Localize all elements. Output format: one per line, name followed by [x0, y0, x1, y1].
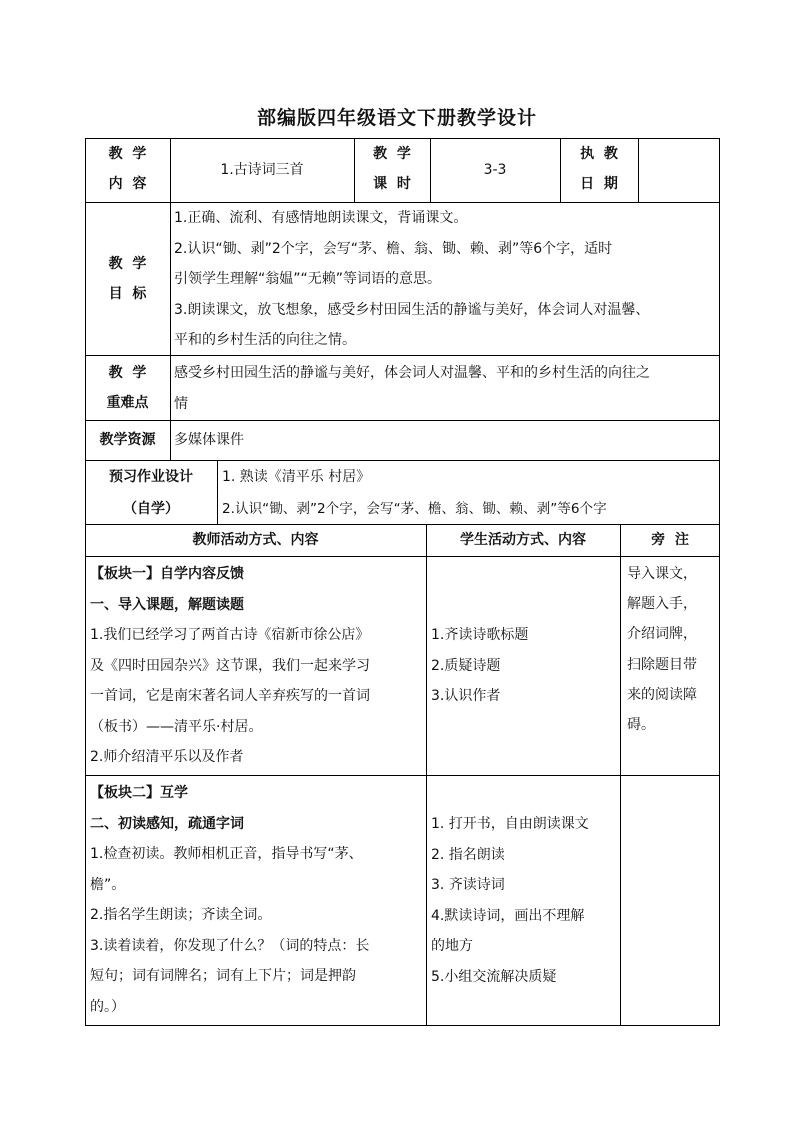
hours-value: 3-3 — [483, 162, 507, 178]
block2-teacher-line: 3.读着读着，你发现了什么？（词的特点：长 — [90, 937, 370, 954]
block2-student-line: 的地方 — [431, 938, 473, 954]
difficulty-line: 感受乡村田园生活的静谧与美好，体会词人对温馨、平和的乡村生活的向往之 — [174, 365, 650, 381]
block2-teacher — [90, 778, 424, 1022]
block1-teacher-line: 1.我们已经学习了两首古诗《宿新市徐公店》 — [90, 627, 370, 643]
block1-teacher-line: 及《四时田园杂兴》这节课，我们一起来学习 — [90, 657, 370, 674]
note-line: 碍。 — [627, 717, 655, 734]
goals-label: 教 学 目 标 — [108, 256, 147, 302]
block2-subheading: 二、初读感知，疏通字词 — [90, 815, 244, 832]
block1-teacher — [90, 559, 424, 773]
block2-student — [431, 809, 619, 992]
block1-teacher-line: （板书）——清平乐·村居。 — [90, 718, 263, 735]
block1-subheading: 一、导入课题，解题读题 — [90, 596, 244, 613]
resources-value: 多媒体课件 — [174, 432, 244, 448]
block1-teacher-line: 一首词，它是南宋著名词人辛弃疾写的一首词 — [90, 688, 370, 704]
goals-line: 1.正确、流利、有感情地朗读课文，背诵课文。 — [174, 210, 468, 226]
page-title: 部编版四年级语文下册教学设计 — [256, 107, 537, 129]
note-line: 来的阅读障 — [627, 686, 697, 703]
teacher-column-header: 教师活动方式、内容 — [192, 532, 319, 548]
block2-teacher-line: 1.检查初读。教师相机正音，指导书写“茅、 — [90, 846, 363, 862]
preview-label: 预习作业设计 （自学） — [109, 469, 193, 517]
content-label: 教 学 内 容 — [108, 146, 147, 192]
goals-line: 3.朗读课文，放飞想象，感受乡村田园生活的静谧与美好，体会词人对温馨、 — [174, 301, 650, 318]
content-value: 1.古诗词三首 — [220, 162, 304, 178]
block2-heading: 【板块二】互学 — [90, 785, 188, 801]
student-column-header: 学生活动方式、内容 — [460, 532, 586, 548]
date-label: 执 教 日 期 — [580, 146, 618, 192]
difficulty-text — [174, 358, 719, 419]
note-line: 介绍词牌， — [627, 626, 697, 643]
goals-line: 引领学生理解“翁媪”“无赖”等词语的意思。 — [174, 271, 442, 287]
block2-teacher-line: 短句；词有词牌名；词有上下片；词是押韵 — [90, 968, 356, 984]
block2-teacher-line: 2.指名学生朗读；齐读全词。 — [90, 907, 272, 923]
block1-student-line: 1.齐读诗歌标题 — [431, 627, 529, 643]
block1-student — [431, 620, 619, 712]
note-line: 解题入手， — [627, 596, 697, 613]
preview-line-1: 1. 熟读《清平乐 村居》 — [222, 469, 371, 485]
block1-notes — [627, 559, 719, 740]
block2-student-line: 3. 齐读诗词 — [431, 877, 505, 893]
block2-teacher-line: 的。） — [90, 998, 125, 1015]
goals-line: 2.认识“锄、剥”2个字，会写“茅、檐、翁、锄、赖、剥”等6个字，适时 — [174, 240, 613, 257]
block2-student-line: 5.小组交流解决质疑 — [431, 968, 557, 985]
notes-column-header: 旁 注 — [651, 532, 689, 548]
block1-student-line: 3.认识作者 — [431, 688, 501, 704]
block2-student-line: 4.默读诗词，画出不理解 — [431, 907, 585, 924]
resources-label: 教学资源 — [99, 432, 156, 448]
goals-line: 平和的乡村生活的向往之情。 — [174, 332, 356, 348]
note-line: 扫除题目带 — [627, 656, 697, 673]
block1-heading: 【板块一】自学内容反馈 — [90, 566, 244, 582]
block2-student-line: 2. 指名朗读 — [431, 846, 505, 863]
note-line: 导入课文， — [627, 566, 697, 582]
preview-line-2: 2.认识“锄、剥”2个字，会写“茅、檐、翁、锄、赖、剥”等6个字 — [222, 501, 607, 517]
block1-teacher-line: 2.师介绍清平乐以及作者 — [90, 749, 244, 765]
block1-student-line: 2.质疑诗题 — [431, 657, 501, 674]
difficulty-label: 教 学 重难点 — [106, 365, 149, 411]
goals-text — [174, 203, 719, 356]
block2-student-line: 1. 打开书，自由朗读课文 — [431, 816, 589, 832]
hours-label: 教 学 课 时 — [373, 146, 411, 192]
difficulty-line: 情 — [174, 395, 188, 412]
block2-teacher-line: 檐”。 — [90, 876, 126, 893]
